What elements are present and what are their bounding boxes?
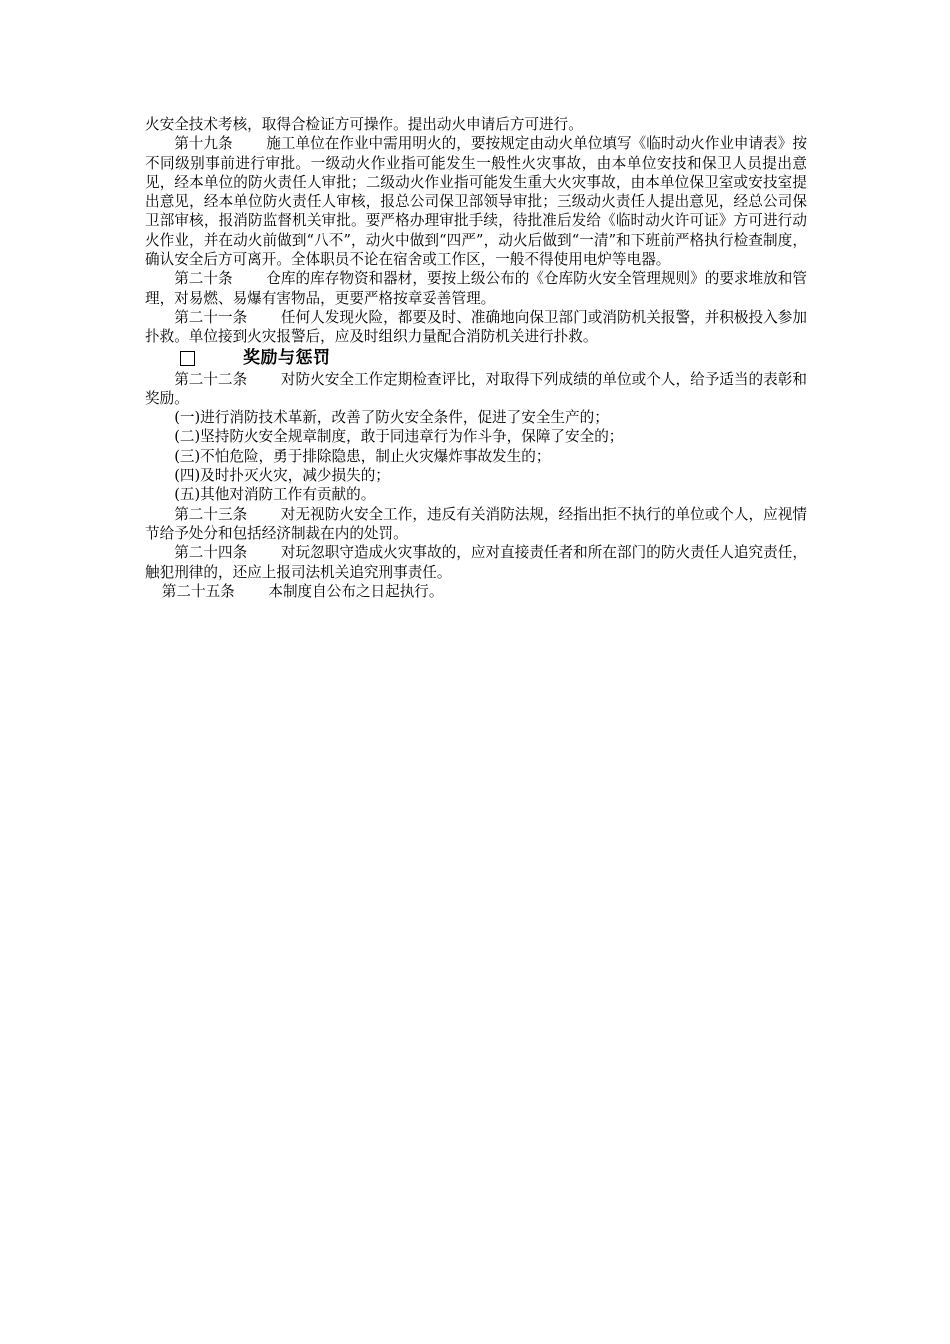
article-23-text: 对无视防火安全工作，违反有关消防法规，经指出拒不执行的单位或个人，应视情节给予处分和包括经济制裁在内的处罚。	[145, 505, 807, 542]
article-19-text: 施工单位在作业中需用明火的，要按规定由动火单位填写《临时动火作业申请表》按不同级别事前进行审批。一级动火作业指可能发生一般性火灾事故，由本单位安技和保卫人员提出意见，经本单位的防火责任人审批；二级动火作业指可能发生重大火灾事故，由本单位保卫室或安技室提出意见，经本单位防火责任人审核，报总公司保卫部领导审批；三级动火责任人提出意见，经总公司保卫部审核，报消防监督机关审批。要严格办理审批手续，待批准后发给《临时动火许可证》方可进行动火作业，并在动火前做到“八不”，动火中做到“四严”，动火后做到“一清”和下班前严格执行检查制度，确认安全后方可离开。全体职员不论在宿舍或工作区，一般不得使用电炉等电器。	[145, 135, 807, 269]
section-heading	[145, 348, 807, 370]
article-23-number: 第二十三条	[174, 505, 248, 523]
list-item: (二)坚持防火安全规章制度，敢于同违章行为作斗争，保障了安全的；	[174, 428, 624, 446]
article-21-text: 任何人发现火险，都要及时、准确地向保卫部门或消防机关报警，并积极投入参加扑救。单位接到火灾报警后，应及时组织力量配合消防机关进行扑救。	[145, 308, 807, 346]
list-item: (三)不怕危险，勇于排除隐患，制止火灾爆炸事故发生的；	[174, 447, 551, 465]
list-item: (五)其他对消防工作有贡献的。	[174, 486, 376, 504]
lead-paragraph: 火安全技术考核，取得合检证方可操作。提出动火申请后方可进行。	[145, 116, 583, 133]
article-24-number: 第二十四条	[174, 544, 248, 562]
article-21	[145, 308, 807, 347]
article-25-number: 第二十五条	[161, 582, 235, 600]
article-24	[145, 543, 807, 582]
article-20-number: 第二十条	[174, 270, 233, 288]
list-item: (四)及时扑灭火灾，减少损失的；	[174, 467, 390, 485]
article-20-text: 仓库的库存物资和器材，要按上级公布的《仓库防火安全管理规则》的要求堆放和管理，对易燃、易爆有害物品，更要严格按章妥善管理。	[145, 270, 807, 307]
checkbox-icon	[180, 351, 195, 366]
article-22-number: 第二十二条	[174, 370, 248, 388]
article-24-text: 对玩忽职守造成火灾事故的，应对直接责任者和所在部门的防火责任人追究责任，触犯刑律的，还应上报司法机关追究刑事责任。	[145, 544, 807, 581]
article-19-number: 第十九条	[174, 135, 233, 153]
section-heading-text: 奖励与惩罚	[243, 347, 331, 368]
article-25-text: 本制度自公布之日起执行。	[268, 582, 444, 600]
list-item: (一)进行消防技术革新，改善了防火安全条件，促进了安全生产的；	[174, 409, 609, 427]
article-25	[145, 582, 807, 601]
document-page	[145, 115, 807, 601]
article-20	[145, 269, 807, 308]
article-19	[145, 134, 807, 269]
article-22	[145, 370, 807, 409]
article-21-number: 第二十一条	[174, 308, 248, 326]
article-23	[145, 505, 807, 544]
article-22-text: 对防火安全工作定期检查评比，对取得下列成绩的单位或个人，给予适当的表彰和奖励。	[145, 370, 807, 407]
